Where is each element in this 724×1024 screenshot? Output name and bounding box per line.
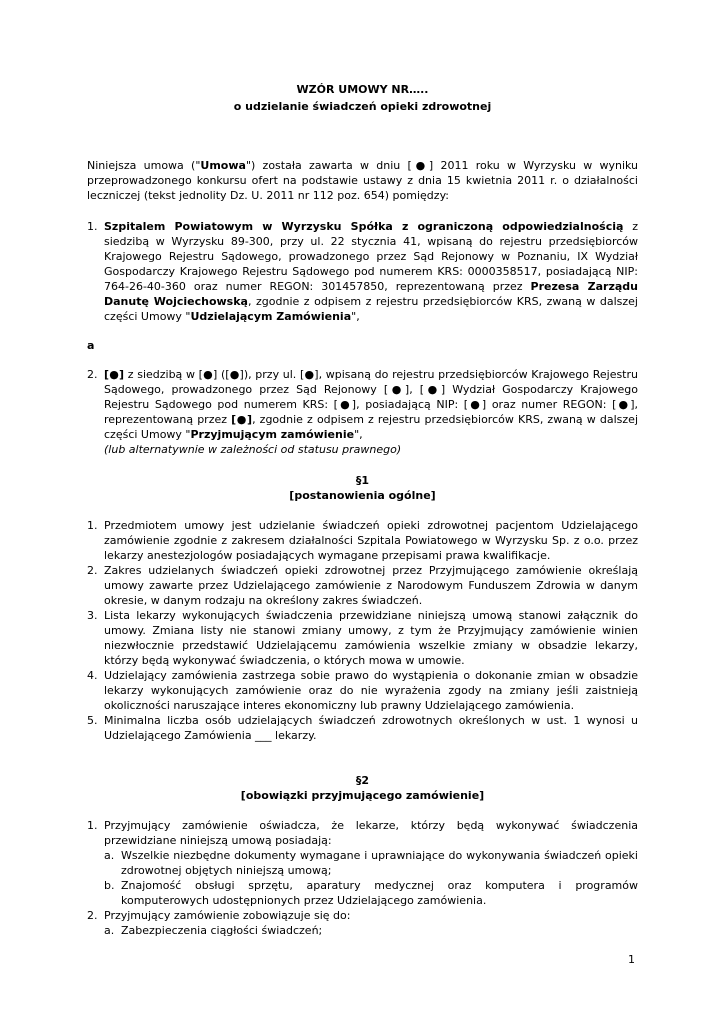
party-1-alias: Udzielającym Zamówienia (190, 310, 352, 323)
party-2-alias: Przyjmującym zamówienie (190, 428, 355, 441)
sub-list-item: a. Zabezpieczenia ciągłości świadczeń; (104, 924, 323, 937)
party-2-note: (lub alternatywnie w zależności od statusu prawnego) (104, 443, 402, 456)
intro-paragraph: Niniejsza umowa ("Umowa") została zawarta w dniu [●] 2011 roku w Wyrzysku w wyniku przeprowadzonego konkursu ofert na podstawie ustawy z dnia 15 kwietnia 2011 r. o działalności leczniczej (tekst jednolity Dz. U. 2011 nr 112 poz. 654) pomiędzy: (87, 159, 638, 202)
party-1: 1. Szpitalem Powiatowym w Wyrzysku Spółka z ograniczoną odpowiedzialnością z siedzibą w Wyrzysku 89-300, przy ul. 22 stycznia 41, wpisaną do rejestru przedsiębiorców Krajowego Rejestru Sądowego, prowadzonego przez Sąd Rejonowy w Poznaniu, IX Wydział Gospodarczy Krajowego Rejestru Sądowego pod numerem KRS: 0000358517, posiadającą NIP: 764-26-40-360 oraz numer REGON: 301457850, reprezentowaną przez Prezesa Zarządu Danutę Wojciechowską, zgodnie z odpisem z rejestru przedsiębiorców KRS, zwaną w dalszej części Umowy "Udzielającym Zamówienia", (87, 220, 638, 323)
section-1-title: [postanowienia ogólne] (289, 489, 436, 502)
sub-list (104, 848, 638, 908)
party-2: 2. [●] z siedzibą w [●] ([●]), przy ul. [●], wpisaną do rejestru przedsiębiorców Krajowego Rejestru Sądowego, prowadzonego przez Sąd Rejonowy [●], [●] Wydział Gospodarczy Krajowego Rejestru Sądowego pod numerem KRS: [●], posiadającą NIP: [●] oraz numer REGON: [●], reprezentowaną przez [●], zgodnie z odpisem z rejestru przedsiębiorców KRS, zwaną w dalszej części Umowy "Przyjmującym zamówienie", (lub alternatywnie w zależności od statusu prawnego) (87, 368, 638, 456)
list-item: 1. Przedmiotem umowy jest udzielanie świadczeń opieki zdrowotnej pacjentom Udzielającego zamówienie zgodnie z zakresem działalności Szpitala Powiatowego w Wyrzysku Sp. z o.o. przez lekarzy anestezjologów posiadających wymagane przepisami prawa kwalifikacje. (87, 519, 638, 562)
list-item: 5. Minimalna liczba osób udzielających świadczeń zdrowotnych określonych w ust. 1 wynosi u Udzielającego Zamówienia ___ lekarzy. (87, 714, 638, 742)
party-1-representative: Prezesa Zarządu Danutę Wojciechowską (104, 280, 638, 308)
section-1-list (87, 518, 638, 743)
list-item: 2. Przyjmujący zamówienie zobowiązuje się do: a. Zabezpieczenia ciągłości świadczeń; (87, 908, 638, 938)
document-page (87, 82, 638, 938)
conjunction: a (87, 339, 95, 352)
list-item: 1. Przyjmujący zamówienie oświadcza, że lekarze, którzy będą wykonywać świadczenia przewidziane niniejszą umową posiadają: a. Wszelkie niezbędne dokumenty wymagane i uprawniające do wykonywania świadczeń opieki zdrowotnej objętych niniejszą umową; b. Znajomość obsługi sprzętu, aparatury medycznej oraz komputera i programów komputerowych udostępnionych przez Udzielającego zamówienia. (87, 819, 638, 907)
sub-list-item: b. Znajomość obsługi sprzętu, aparatury medycznej oraz komputera i programów komputerowych udostępnionych przez Udzielającego zamówienia. (104, 879, 638, 907)
list-number: 2. (87, 368, 98, 381)
section-1-heading: §1 (355, 474, 370, 487)
list-item: 3. Lista lekarzy wykonujących świadczenia przewidziane niniejszą umową stanowi załącznik do umowy. Zmiana listy nie stanowi zmiany umowy, z tym że Przyjmujący zamówienie winien niezwłocznie przedstawić Udzielającemu zamówienia wszelkie zmiany w obsadzie lekarzy, którzy będą wykonywać świadczenia, o których mowa w umowie. (87, 609, 638, 667)
document-title: WZÓR UMOWY NR….. (296, 83, 429, 96)
section-2-heading: §2 (355, 774, 370, 787)
list-item: 2. Zakres udzielanych świadczeń opieki zdrowotnej przez Przyjmującego zamówienie określają umowy zawarte przez Udzielającego zamówienie z Narodowym Funduszem Zdrowia w danym okresie, w danym rodzaju na określony zakres świadczeń. (87, 564, 638, 607)
section-2-title: [obowiązki przyjmującego zamówienie] (240, 789, 485, 802)
list-number: 1. (87, 220, 98, 233)
sub-list (104, 923, 638, 938)
sub-list-item: a. Wszelkie niezbędne dokumenty wymagane i uprawniające do wykonywania świadczeń opieki zdrowotnej objętych niniejszą umową; (104, 849, 638, 877)
list-item: 4. Udzielający zamówienia zastrzega sobie prawo do wystąpienia o dokonanie zmian w obsadzie lekarzy wykonujących zamówienie oraz do nie wyrażenia zgody na zmiany jeśli zaistnieją okoliczności naruszające interes ekonomiczny lub prawny Udzielającego zamówienia. (87, 669, 638, 712)
section-2-list (87, 818, 638, 938)
page-number: 1 (628, 953, 635, 966)
party-1-name: Szpitalem Powiatowym w Wyrzysku Spółka z ograniczoną odpowiedzialnością (104, 220, 624, 233)
document-subtitle: o udzielanie świadczeń opieki zdrowotnej (233, 100, 492, 113)
